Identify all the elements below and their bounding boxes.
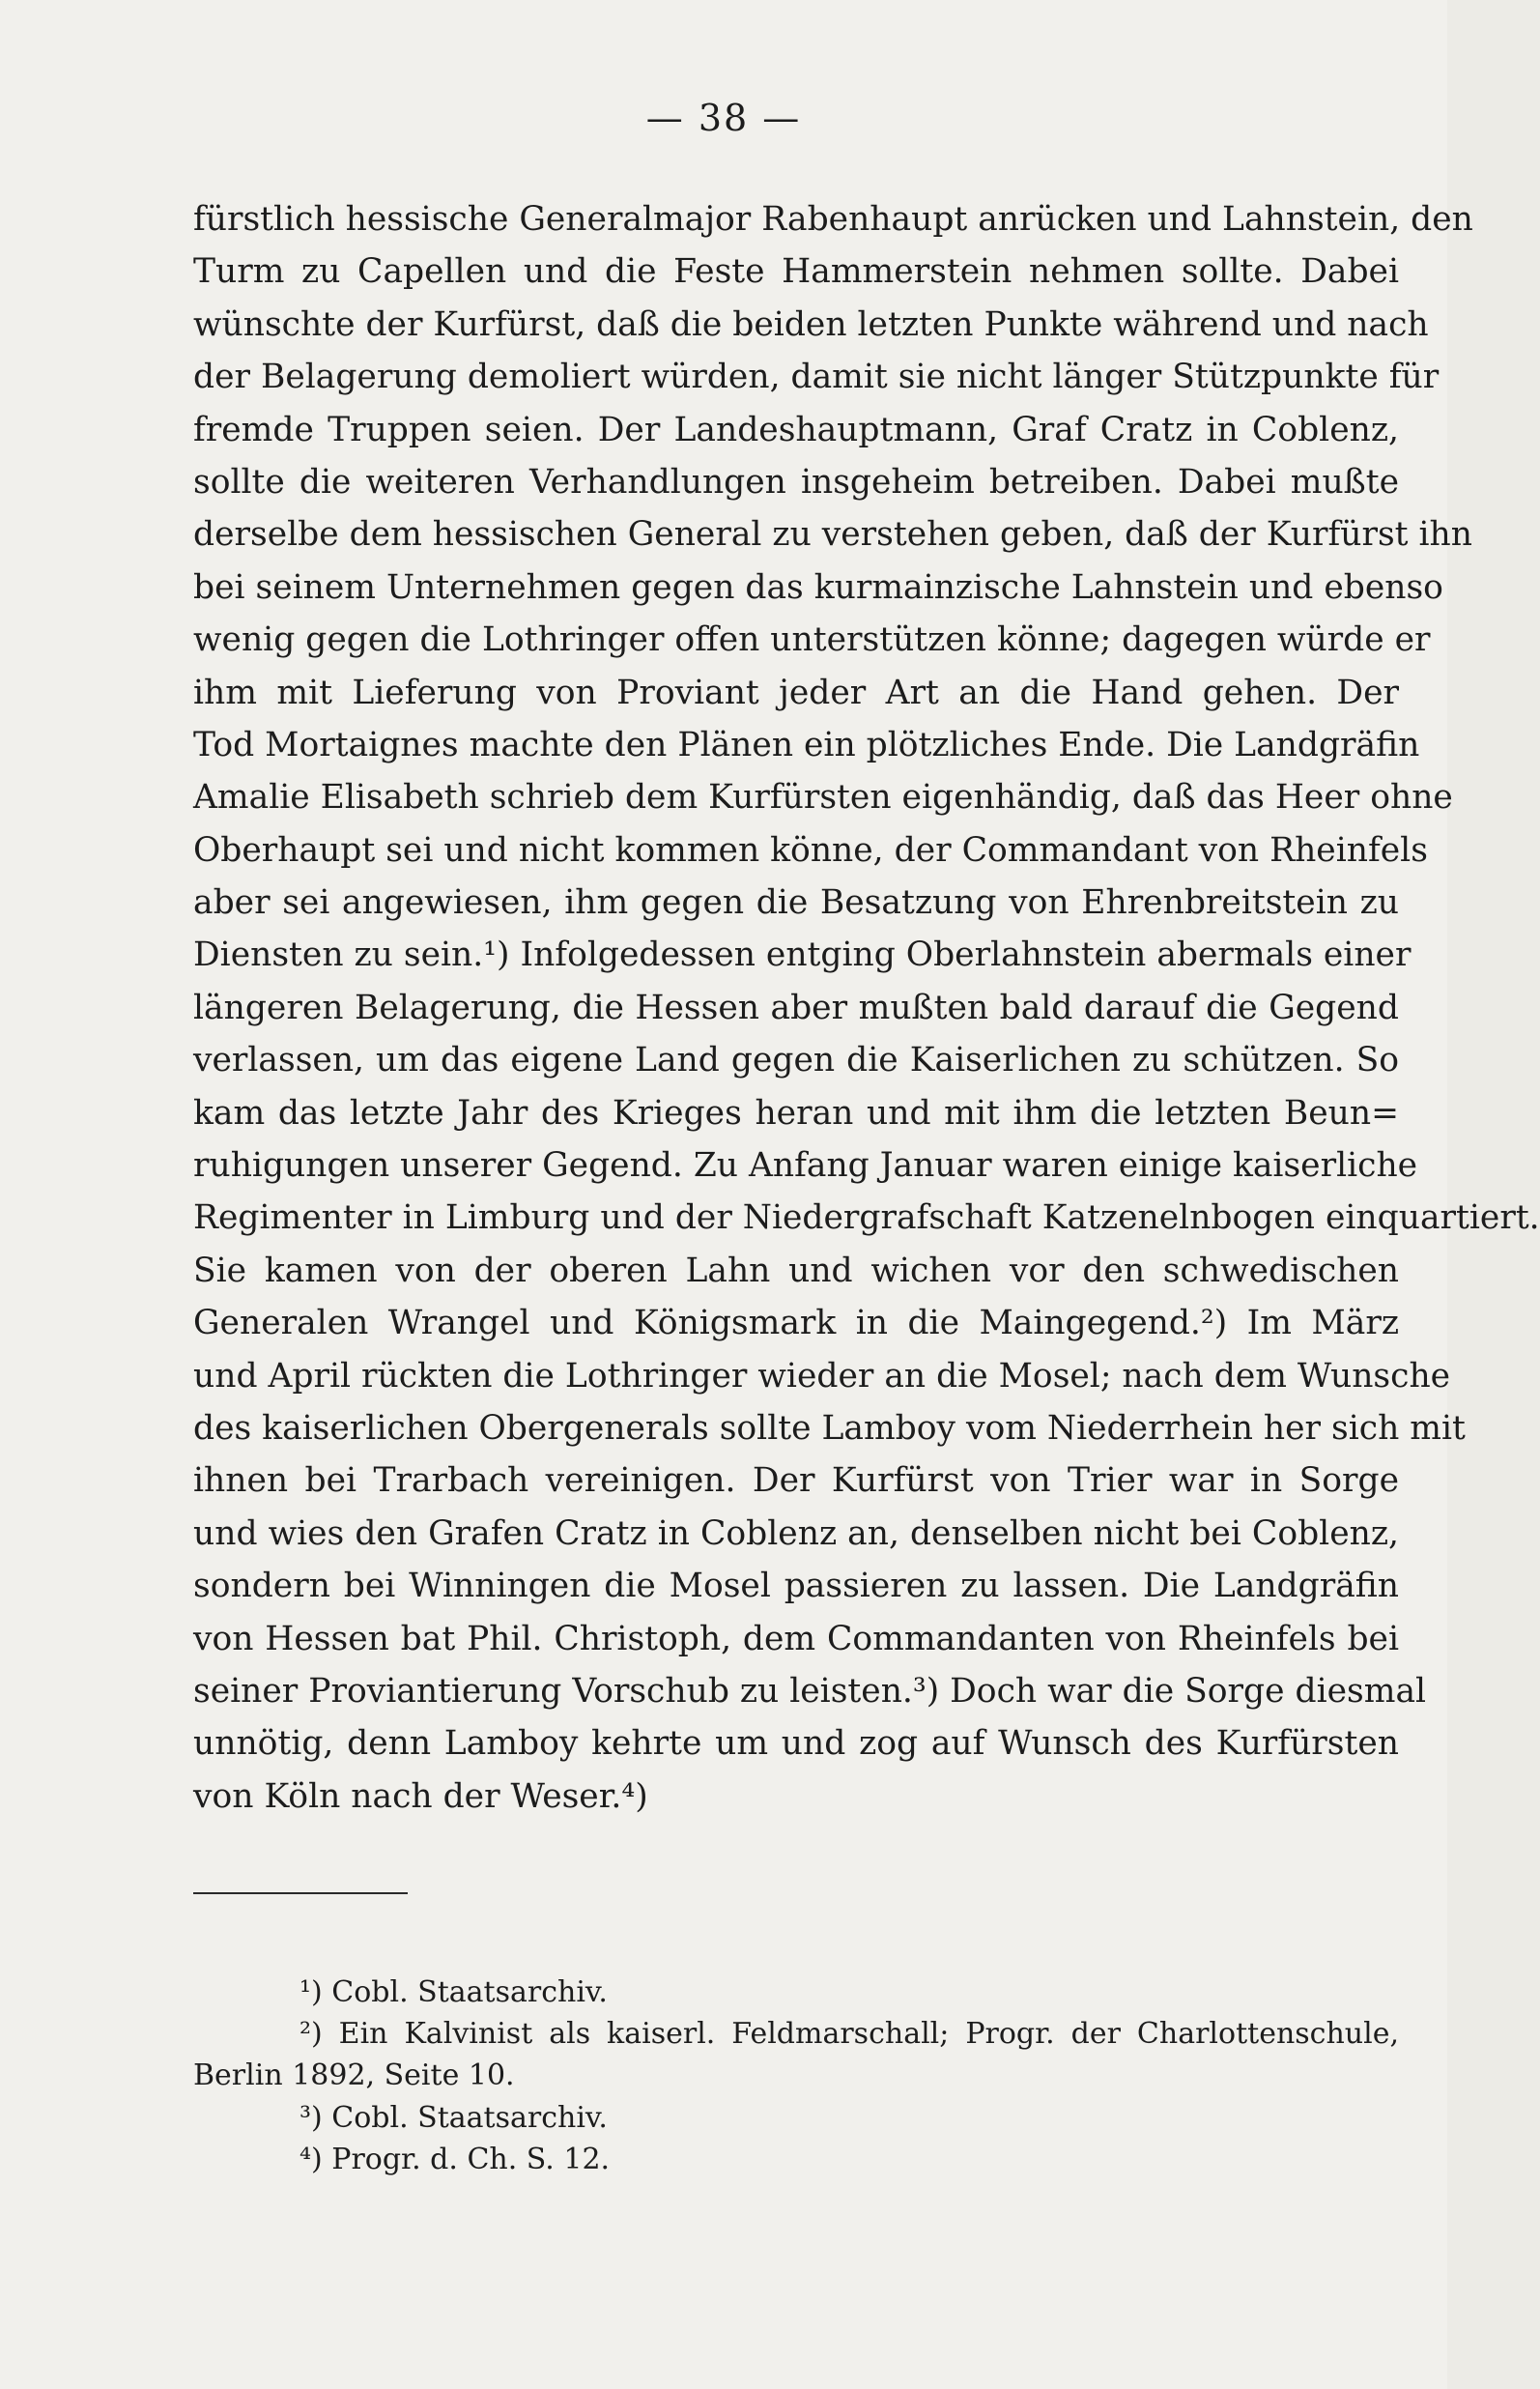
text-line: von Hessen bat Phil. Christoph, dem Commandanten von Rheinfels bei <box>193 1619 1399 1658</box>
text-line: von Köln nach der Weser.⁴) <box>193 1776 648 1816</box>
footnotes <box>193 1972 1399 2180</box>
text-line: längeren Belagerung, die Hessen aber mußten bald darauf die Gegend <box>193 988 1399 1027</box>
text-line: sollte die weiteren Verhandlungen insgeheim betreiben. Dabei mußte <box>193 462 1399 502</box>
text-line: Diensten zu sein.¹) Infolgedessen entging Oberlahnstein abermals einer <box>193 935 1412 975</box>
page-number: — 38 — <box>645 97 802 139</box>
body-text <box>193 193 1540 1823</box>
text-line: und April rückten die Lothringer wieder an die Mosel; nach dem Wunsche <box>193 1356 1451 1396</box>
footnote-4: ⁴) Progr. d. Ch. S. 12. <box>299 2142 611 2176</box>
text-line: der Belagerung demoliert würden, damit sie nicht länger Stützpunkte für <box>193 358 1440 397</box>
text-line: Generalen Wrangel und Königsmark in die Maingegend.²) Im März <box>193 1304 1399 1343</box>
text-line: Turm zu Capellen und die Feste Hammerstein nehmen sollte. Dabei <box>193 252 1399 292</box>
text-line: Sie kamen von der oberen Lahn und wichen vor den schwedischen <box>193 1251 1399 1290</box>
text-line: Oberhaupt sei und nicht kommen könne, der Commandant von Rheinfels <box>193 830 1428 870</box>
text-line: des kaiserlichen Obergenerals sollte Lamboy vom Niederrhein her sich mit <box>193 1408 1466 1448</box>
text-line: wenig gegen die Lothringer offen unterstützen könne; dagegen würde er <box>193 620 1431 660</box>
text-line: ihnen bei Trarbach vereinigen. Der Kurfürst von Trier war in Sorge <box>193 1461 1399 1501</box>
text-line: und wies den Grafen Cratz in Coblenz an, denselben nicht bei Coblenz, <box>193 1513 1399 1553</box>
text-line: ruhigungen unserer Gegend. Zu Anfang Januar waren einige kaiserliche <box>193 1146 1418 1186</box>
text-line: ihm mit Lieferung von Proviant jeder Art an die Hand gehen. Der <box>193 673 1399 712</box>
text-line: Tod Mortaignes machte den Plänen ein plötzliches Ende. Die Landgräfin <box>193 725 1420 764</box>
text-line: bei seinem Unternehmen gegen das kurmainzische Lahnstein und ebenso <box>193 567 1443 607</box>
footnote-2: ²) Ein Kalvinist als kaiserl. Feldmarschall; Progr. der Charlottenschule, <box>299 2017 1399 2052</box>
text-line: fremde Truppen seien. Der Landeshauptmann, Graf Cratz in Coblenz, <box>193 410 1399 449</box>
text-line: sondern bei Winningen die Mosel passieren zu lassen. Die Landgräfin <box>193 1567 1399 1606</box>
text-line: derselbe dem hessischen General zu verstehen geben, daß der Kurfürst ihn <box>193 515 1472 555</box>
text-line: kam das letzte Jahr des Krieges heran und mit ihm die letzten Beun= <box>193 1093 1399 1133</box>
text-line: verlassen, um das eigene Land gegen die Kaiserlichen zu schützen. So <box>193 1041 1399 1080</box>
text-line: unnötig, denn Lamboy kehrte um und zog auf Wunsch des Kurfürsten <box>193 1724 1399 1764</box>
text-line: seiner Proviantierung Vorschub zu leisten.³) Doch war die Sorge diesmal <box>193 1671 1427 1711</box>
text-line: Amalie Elisabeth schrieb dem Kurfürsten eigenhändig, daß das Heer ohne <box>193 778 1453 818</box>
footnote-3: ³) Cobl. Staatsarchiv. <box>299 2100 608 2135</box>
text-line: aber sei angewiesen, ihm gegen die Besatzung von Ehrenbreitstein zu <box>193 883 1399 923</box>
footnote-divider <box>193 1892 408 1894</box>
footnote-1: ¹) Cobl. Staatsarchiv. <box>299 1975 608 2009</box>
text-line: Regimenter in Limburg und der Niedergrafschaft Katzenelnbogen einquartiert. <box>193 1198 1540 1238</box>
footnote-2-continuation: Berlin 1892, Seite 10. <box>193 2058 515 2093</box>
text-line: wünschte der Kurfürst, daß die beiden letzten Punkte während und nach <box>193 304 1429 344</box>
text-line: fürstlich hessische Generalmajor Rabenhaupt anrücken und Lahnstein, den <box>193 200 1473 239</box>
